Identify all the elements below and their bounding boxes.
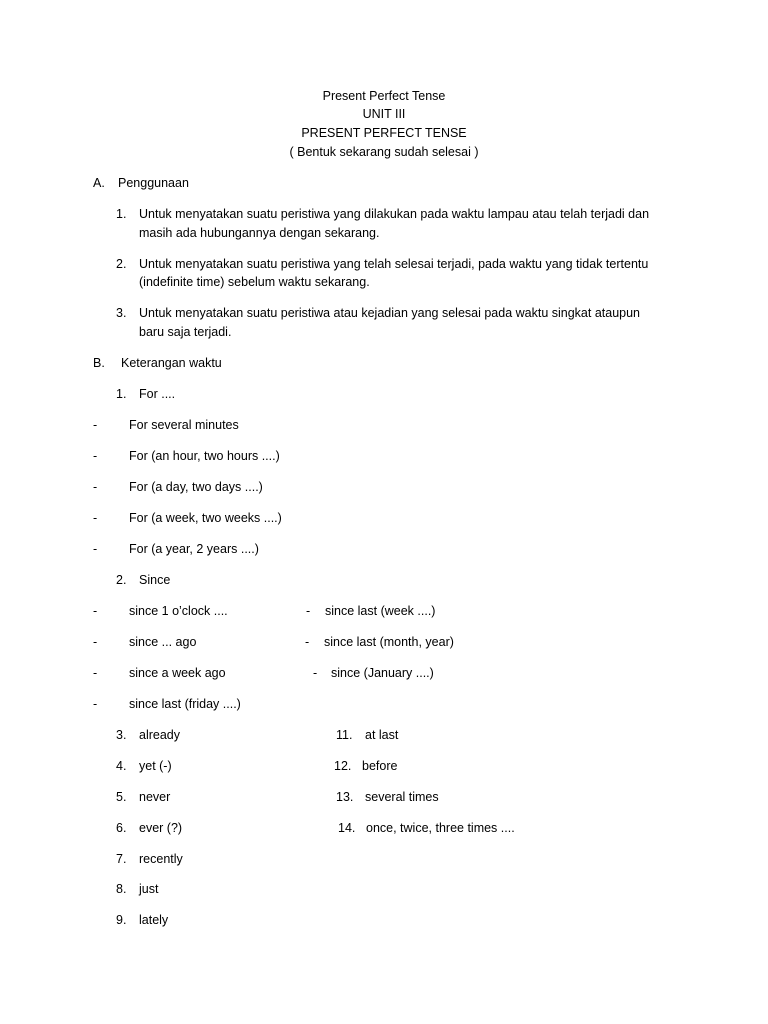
bullet-dash: - — [93, 511, 98, 525]
list-item: before — [362, 759, 398, 773]
list-item: already — [139, 728, 180, 742]
list-item-number: 13. — [336, 790, 354, 804]
list-item-number: 3. — [116, 728, 127, 742]
list-item-text: (indefinite time) sebelum waktu sekarang. — [139, 275, 370, 289]
list-item-number: 1. — [116, 387, 127, 401]
list-item-number: 9. — [116, 913, 127, 927]
list-item-text: Untuk menyatakan suatu peristiwa yang dilakukan pada waktu lampau atau telah terjadi dan — [139, 207, 650, 221]
list-item: ever (?) — [139, 821, 183, 835]
unit-label: UNIT III — [362, 107, 406, 121]
list-item: since (January ....) — [331, 666, 434, 680]
list-item: since last (friday ....) — [129, 697, 241, 711]
bullet-dash: - — [305, 635, 310, 649]
list-item-number: 5. — [116, 790, 127, 804]
list-item: never — [139, 790, 171, 804]
bullet-dash: - — [306, 604, 311, 618]
bullet-dash: - — [93, 480, 98, 494]
list-item-text: masih ada hubungannya dengan sekarang. — [139, 226, 380, 240]
section-b-letter: B. — [93, 356, 105, 370]
list-item: since ... ago — [129, 635, 197, 649]
since-label: Since — [139, 573, 171, 587]
bullet-dash: - — [93, 418, 98, 432]
list-item: since last (month, year) — [324, 635, 454, 649]
list-item: yet (-) — [139, 759, 172, 773]
unit-subheading: ( Bentuk sekarang sudah selesai ) — [289, 145, 479, 159]
bullet-dash: - — [93, 449, 98, 463]
list-item: at last — [365, 728, 399, 742]
list-item: For (a year, 2 years ....) — [129, 542, 259, 556]
list-item-text: Untuk menyatakan suatu peristiwa yang telah selesai terjadi, pada waktu yang tidak tertentu — [139, 257, 649, 271]
list-item: For several minutes — [129, 418, 239, 432]
bullet-dash: - — [93, 666, 98, 680]
for-label: For .... — [139, 387, 176, 401]
list-item-text: baru saja terjadi. — [139, 325, 232, 339]
list-item: For (a week, two weeks ....) — [129, 511, 282, 525]
list-item-number: 2. — [116, 257, 127, 271]
bullet-dash: - — [93, 697, 98, 711]
list-item: since a week ago — [129, 666, 226, 680]
list-item: lately — [139, 913, 169, 927]
bullet-dash: - — [93, 604, 98, 618]
list-item-text: Untuk menyatakan suatu peristiwa atau kejadian yang selesai pada waktu singkat ataupun — [139, 306, 641, 320]
list-item-number: 6. — [116, 821, 127, 835]
unit-heading: PRESENT PERFECT TENSE — [301, 126, 467, 140]
list-item-number: 3. — [116, 306, 127, 320]
list-item: since 1 o’clock .... — [129, 604, 228, 618]
list-item: since last (week ....) — [325, 604, 436, 618]
list-item: For (an hour, two hours ....) — [129, 449, 280, 463]
list-item: just — [139, 882, 159, 896]
section-a-title: Penggunaan — [118, 176, 189, 190]
list-item-number: 14. — [338, 821, 356, 835]
list-item-number: 12. — [334, 759, 352, 773]
list-item-number: 2. — [116, 573, 127, 587]
bullet-dash: - — [93, 635, 98, 649]
list-item: several times — [365, 790, 439, 804]
list-item-number: 1. — [116, 207, 127, 221]
list-item: For (a day, two days ....) — [129, 480, 263, 494]
list-item: once, twice, three times .... — [366, 821, 515, 835]
section-a-letter: A. — [93, 176, 105, 190]
list-item-number: 8. — [116, 882, 127, 896]
bullet-dash: - — [93, 542, 98, 556]
section-b-title: Keterangan waktu — [121, 356, 222, 370]
list-item-number: 11. — [336, 728, 353, 742]
document-title: Present Perfect Tense — [322, 89, 446, 103]
list-item: recently — [139, 852, 183, 866]
list-item-number: 7. — [116, 852, 127, 866]
bullet-dash: - — [313, 666, 318, 680]
list-item-number: 4. — [116, 759, 127, 773]
